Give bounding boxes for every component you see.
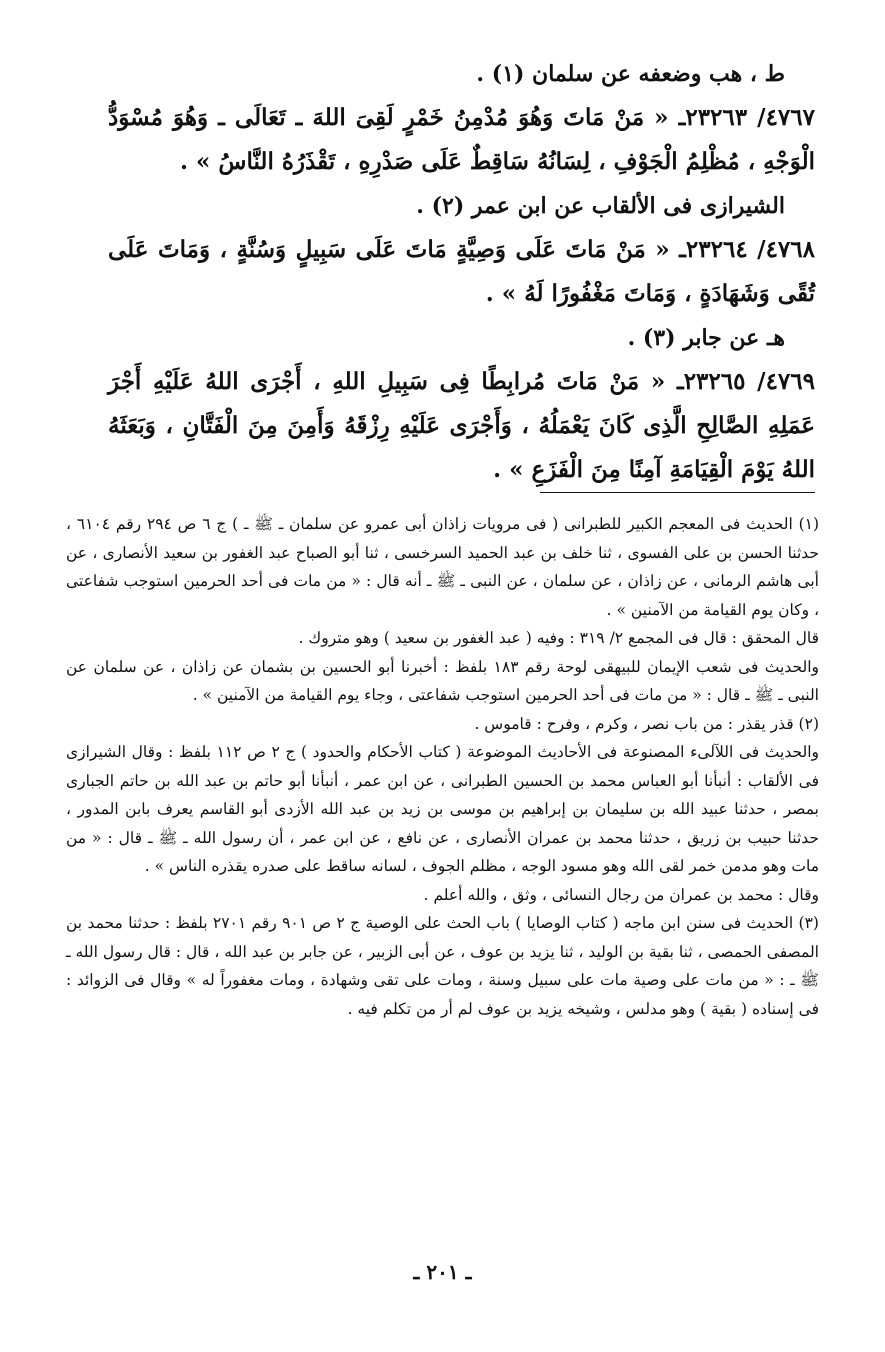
- footnote-3: (٣) الحديث فى سنن ابن ماجه ( كتاب الوصايا ) باب الحث على الوصية ج ٢ ص ٩٠١ رقم ٢٧٠١ بلفظ : حدثنا محمد بن المصفى الحمصى ، ثنا بقية بن الوليد ، ثنا يزيد بن عوف ، عن أبى الزبير ، عن جابر بن عبد الله ، قال : قال رسول الله ـ ﷺ ـ : « من مات على وصية مات على سبيل وسنة ، ومات على تقى وشهادة ، ومات مغفوراً له » وقال فى الزوائد : فى إسناده ( بقية ) وهو مدلس ، وشيخه يزيد بن عوف لم أر من تكلم فيه .: [66, 914, 819, 1018]
- hadith-4767: ٤٧٦٧/ ٢٣٢٦٣ـ « مَنْ مَاتَ وَهُوَ مُدْمِنُ خَمْرٍ لَقِىَ اللهَ ـ تَعَالَى ـ وَهُوَ مُسْوَدُّ الْوَجْهِ ، مُظْلِمُ الْجَوْفِ ، لِسَانُهُ سَاقِطٌ عَلَى صَدْرِهِ ، تَقْذَرُهُ النَّاسُ » .: [108, 104, 815, 175]
- footnote-separator: [540, 492, 815, 493]
- main-text: [108, 52, 815, 492]
- footnote-2: (٢) قذر يقذر : من باب نصر ، وكرم ، وفرح : قاموس .: [474, 714, 819, 733]
- footnote-1-bayhaqi: والحديث فى شعب الإيمان للبيهقى لوحة رقم ١٨٣ بلفظ : أخبرنا أبو الحسين بن بشمان عن زاذان ، عن سلمان عن النبى ـ ﷺ ـ قال : « من مات فى أحد الحرمين استوجب شفاعتى ، وجاء يوم القيامة من الآمنين » .: [66, 657, 819, 704]
- hadith-4768: ٤٧٦٨/ ٢٣٢٦٤ـ « مَنْ مَاتَ عَلَى وَصِيَّةٍ مَاتَ عَلَى سَبِيلٍ وَسُنَّةٍ ، وَمَاتَ عَلَى تُقًى وَشَهَادَةٍ ، وَمَاتَ مَغْفُورًا لَهُ » .: [108, 236, 815, 307]
- page-number: ـ ٢٠١ ـ: [413, 1260, 472, 1284]
- footnote-1: (١) الحديث فى المعجم الكبير للطبرانى ( فى مرويات زاذان أبى عمرو عن سلمان ـ ﷺ ـ ) ج ٦ ص ٢٩٤ رقم ٦١٠٤ ، حدثنا الحسن بن على الفسوى ، ثنا خلف بن عبد الحميد السرخسى ، ثنا أبو الصباح عبد الغفور بن سعيد الأنصارى ، عن أبى هاشم الرمانى ، عن زاذان ، عن سلمان ، عن النبى ـ ﷺ ـ أنه قال : « من مات فى أحد الحرمين استوجب شفاعتى ، وكان يوم القيامة من الآمنين » .: [66, 515, 820, 619]
- footnote-2-note: وقال : محمد بن عمران من رجال النسائى ، وثق ، والله أعلم .: [423, 885, 819, 904]
- footnote-2-laali: والحديث فى اللآلىء المصنوعة فى الأحاديث الموضوعة ( كتاب الأحكام والحدود ) ج ٢ ص ١١٢ بلفظ : وقال الشيرازى فى الألقاب : أنبأنا أبو العباس محمد بن الحسين الطبرانى ، عن ابن عمر ، أنبأنا أبو حاتم بن عبد الله بن حاتم الجبارى بمصر ، حدثنا عبيد الله بن سليمان بن إبراهيم بن موسى بن زيد بن عبد الله الأزدى أبو القاسم يعرف بابن المدور ، حدثنا حبيب بن زريق ، حدثنا محمد بن عمران الأنصارى ، عن نافع ، عن ابن عمر ، أن رسول الله ـ ﷺ ـ قال : « من مات وهو مدمن خمر لقى الله وهو مسود الوجه ، مظلم الجوف ، لسانه ساقط على صدره يقذره الناس » .: [66, 743, 820, 875]
- footnote-1-editor-note: قال المحقق : قال فى المجمع ٢/ ٣١٩ : وفيه ( عبد الغفور بن سعيد ) وهو متروك .: [298, 629, 819, 647]
- source-line: هـ عن جابر (٣) .: [627, 325, 785, 351]
- source-line: الشيرازى فى الألقاب عن ابن عمر (٢) .: [416, 193, 785, 219]
- hadith-4769: ٤٧٦٩/ ٢٣٢٦٥ـ « مَنْ مَاتَ مُرابِطًا فِى سَبِيلِ اللهِ ، أَجْرَى اللهُ عَلَيْهِ أَجْرَ عَمَلِهِ الصَّالِحِ الَّذِى كَانَ يَعْمَلُهُ ، وَأَجْرَى عَلَيْهِ رِزْقَهُ وَأَمِنَ مِنَ الْفَتَّانِ ، وَبَعَثَهُ اللهُ يَوْمَ الْقِيَامَةِ آمِنًا مِنَ الْفَزَعِ » .: [108, 368, 815, 483]
- footnotes: [66, 510, 819, 1023]
- source-line: ط ، هب وضعفه عن سلمان (١) .: [476, 61, 785, 87]
